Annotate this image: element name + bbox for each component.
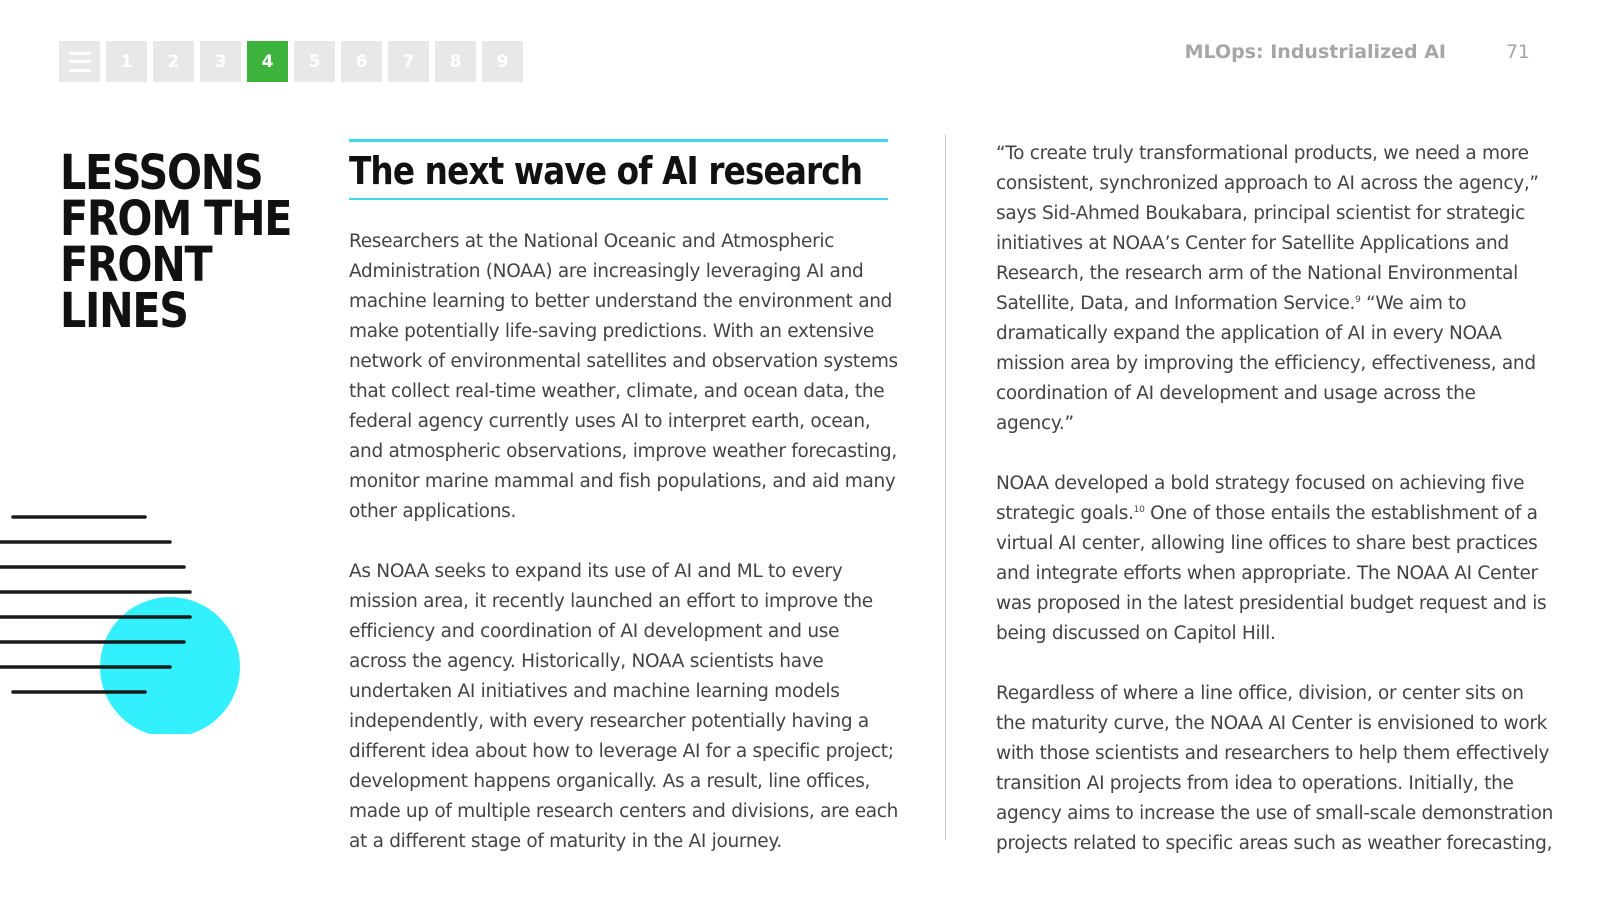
- nav-page-7[interactable]: 7: [388, 41, 429, 82]
- nav-page-5[interactable]: 5: [294, 41, 335, 82]
- heading-rule-top: [349, 139, 888, 142]
- article-heading: The next wave of AI research: [349, 149, 863, 193]
- menu-button[interactable]: [59, 41, 100, 82]
- heading-rule-bottom: [349, 198, 888, 200]
- footnote-ref-9[interactable]: 9: [1355, 294, 1361, 305]
- quote-paragraph: [996, 139, 1556, 439]
- page-navigation: [59, 41, 523, 82]
- paragraph: [996, 469, 1556, 649]
- section-label: [60, 145, 292, 339]
- page-number: 71: [1505, 41, 1530, 63]
- nav-page-2[interactable]: 2: [153, 41, 194, 82]
- footnote-ref-10[interactable]: 10: [1133, 504, 1145, 515]
- paragraph: Regardless of where a line office, division, or center sits on the maturity curve, the NOAA AI Center is envisioned to work with those scientists and researchers to help them effectively transition AI projects from idea to operations. Initially, the agency aims to increase the use of small-scale demonstration projects related to specific areas such as weather forecasting,: [996, 683, 1554, 854]
- right-column: [996, 139, 1556, 859]
- paragraph-text: “We aim to dramatically expand the application of AI in every NOAA mission area by improving the efficiency, effectiveness, and coordination of AI development and usage across the agency.”: [996, 293, 1536, 434]
- section-label-line: FRONT LINES: [60, 237, 212, 339]
- nav-page-9[interactable]: 9: [482, 41, 523, 82]
- section-label-line: LESSONS: [60, 145, 263, 201]
- paragraph: As NOAA seeks to expand its use of AI and ML to every mission area, it recently launched an effort to improve the efficiency and coordination of AI development and use across the agency. Historically, NOAA scientists have undertaken AI initiatives and machine learning models independently, with every researcher potentially having a different idea about how to leverage AI for a specific project; development happens organically. As a result, line offices, made up of multiple research centers and divisions, are each at a different stage of maturity in the AI journey.: [349, 561, 899, 852]
- paragraph-text: NOAA developed a bold strategy focused on achieving five strategic goals.: [996, 473, 1525, 524]
- section-label-line: FROM THE: [60, 191, 292, 247]
- nav-page-8[interactable]: 8: [435, 41, 476, 82]
- paragraph-text: “To create truly transformational products, we need a more consistent, synchronized approach to AI across the agency,” says Sid-Ahmed Boukabara, principal scientist for strategic initiatives at NOAA’s Center for Satellite Applications and Research, the research arm of the National Environmental Satellite, Data, and Information Service.: [996, 143, 1539, 314]
- decorative-circle-lines-graphic: [0, 514, 250, 734]
- nav-page-6[interactable]: 6: [341, 41, 382, 82]
- running-title: MLOps: Industrialized AI: [1184, 41, 1446, 63]
- nav-page-1[interactable]: 1: [106, 41, 147, 82]
- column-divider: [945, 134, 946, 840]
- paragraph-text: One of those entails the establishment of a virtual AI center, allowing line offices to share best practices and integrate efforts when appropriate. The NOAA AI Center was proposed in the latest presidential budget request and is being discussed on Capitol Hill.: [996, 503, 1547, 644]
- paragraph: Researchers at the National Oceanic and Atmospheric Administration (NOAA) are increasingly leveraging AI and machine learning to better understand the environment and make potentially life-saving predictions. With an extensive network of environmental satellites and observation systems that collect real-time weather, climate, and ocean data, the federal agency currently uses AI to interpret earth, ocean, and atmospheric observations, improve weather forecasting, monitor marine mammal and fish populations, and aid many other applications.: [349, 231, 898, 522]
- nav-page-4-active[interactable]: 4: [247, 41, 288, 82]
- middle-column: [349, 227, 899, 857]
- menu-icon: [69, 52, 91, 72]
- nav-page-3[interactable]: 3: [200, 41, 241, 82]
